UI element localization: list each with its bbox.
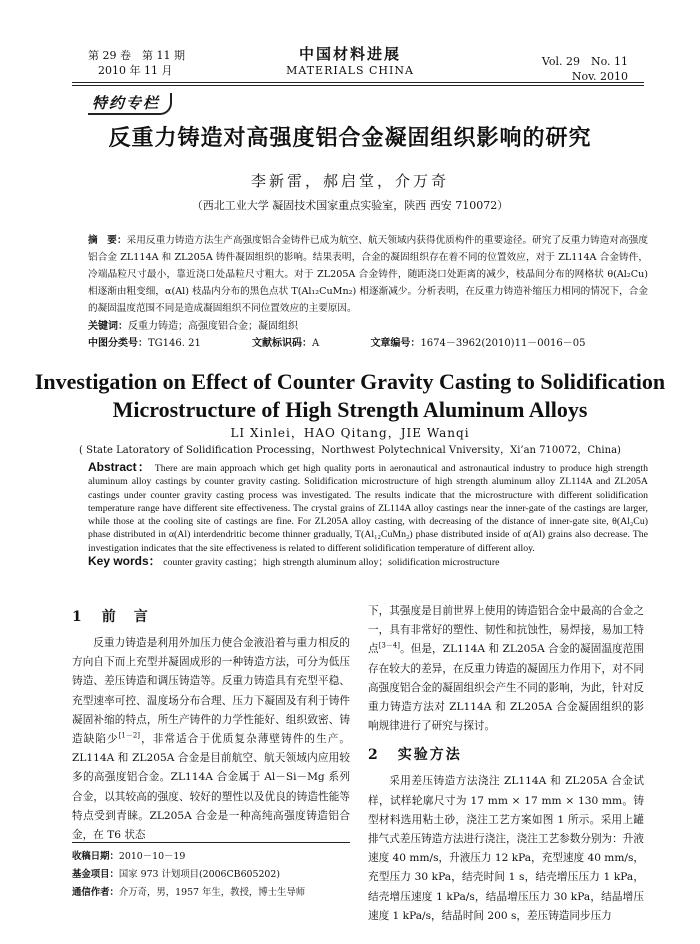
abstract-en-text: There are main approach which get high quality ports in aeronautical and astronautical industry to produce high strength aluminum alloy castings by counter gravity casting. Solidification microstructure of high strength aluminum alloy ZL114A and ZL205A castings under counter gravity casting process was investigated. The results indicate that the microstructure with different solidification temperature range have different site effectiveness. The crystal grains of ZL114A alloy castings near the inner-gate of the castings are larger, while those at the cooling site of castings are fine. For ZL205A alloy casting, with decreasing of the distance of inner-gate site, θ(Al₂Cu) phase distributed in α(Al) interdendritic become thinner gradually, T(Al₁₂CuMn₂) phase distributed inside of α(Al) grains also decrease. The investigation indicates that the site effectiveness is related to different solidification temperature of different alloy. [88,463,648,554]
clc-code: 中图分类号：TG146. 21 [88,338,201,349]
date-cn: 2010 年 11 月 [98,64,173,77]
paper-title-en: Investigation on Effect of Counter Gravity Casting to Solidification Microstructure of High Strength Aluminum Alloys [34,369,666,422]
citation: [3－4] [378,641,401,650]
section-2-heading: 2 实验方法 [368,747,462,764]
keywords-cn-text: 反重力铸造；高强度铝合金；凝固组织 [128,321,298,332]
keywords-en-text: counter gravity casting；high strength aluminum alloy；solidification microstructure [163,557,500,569]
journal-name-en: MATERIALS CHINA [286,64,414,77]
affiliation-en: ( State Latoratory of Solidification Processing，Northwest Polytechnical Vniversity，Xi’an 710072，China) [79,445,621,456]
doc-code: 文献标识码：A [252,338,320,349]
citation: [1－2] [118,731,141,740]
column-tag: 特约专栏 [88,93,172,115]
fund-project: 基金项目：国家 973 计划项目(2006CB605202) [72,869,281,880]
abstract-cn-label: 摘 要： [88,235,127,246]
paper-title-cn: 反重力铸造对高强度铝合金凝固组织影响的研究 [108,125,592,151]
section-2-paragraph: 采用差压铸造方法浇注 ZL114A 和 ZL205A 合金试样，试样轮廓尺寸为 17 mm × 17 mm × 130 mm。铸型材料选用粘土砂，浇注工艺方案如图 1 所示。采用上罐排气式差压铸造方法进行浇注，浇注工艺参数分别为：升液速度 40 mm/s，升液压力 12 kPa，充型速度 40 mm/s，充型压力 30 kPa，结壳时间 1 s，结壳增压压力 1 kPa，结壳增压速度 1 kPa/s，结晶增压压力 30 kPa，结晶增压速度 1 kPa/s，结晶时间 200 s，差压铸造同步压力 [368,775,644,922]
affiliation-cn: （西北工业大学 凝固技术国家重点实验室，陕西 西安 710072） [191,199,509,212]
header-rule [72,82,644,83]
authors-en: LI Xinlei，HAO Qitang，JIE Wanqi [230,426,470,440]
section-1-paragraph: 反重力铸造是利用外加压力使合金液沿着与重力相反的方向自下而上充型并凝固成形的一种铸造方法，可分为低压铸造、差压铸造和调压铸造等。反重力铸造具有充型平稳、充型速率可控、温度场分布合理、压力下凝固及有利于铸件凝固补缩的特点，所生产铸件的力学性能好、组织致密、铸造缺陷少[1－2]，非常适合于优质复杂薄壁铸件的生产。ZL114A 和 ZL205A 合金是目前航空、航天领域内应用较多的高强度铝合金。ZL114A 合金属于 Al－Si－Mg 系列合金，以其较高的强度、较好的塑性以及优良的铸造性能等特点受到青睐。ZL205A 合金是一种高纯高强度铸造铝合金，在 T6 状态 [72,637,351,842]
received-date: 收稿日期：2010－10－19 [72,851,186,862]
footnotes [72,848,352,902]
body-left-column [72,602,350,845]
abstract-en [88,461,648,569]
abstract-cn [88,232,648,317]
section-1-heading: 1 前 言 [72,609,150,625]
body-right-column [368,602,644,926]
authors-cn: 李新雷，郝启堂，介万奇 [250,172,449,190]
article-number: 文章编号：1674－3962(2010)11－0016－05 [370,338,586,349]
journal-volume-en [542,54,628,84]
journal-name-cn: 中国材料进展 [298,45,401,63]
keywords-en-label: Key words： [88,554,161,569]
keywords-cn [88,319,298,335]
abstract-en-label: Abstract： [88,460,152,474]
header-rule-thin [72,85,644,86]
volume-issue-cn: 第 29 卷 第 11 期 [88,49,185,62]
corresponding-author: 通信作者：介万奇，男，1957 年生，教授，博士生导师 [72,887,306,898]
abstract-cn-text: 采用反重力铸造方法生产高强度铝合金铸件已成为航空、航天领域内获得优质构件的重要途径。研究了反重力铸造对高强度铝合金 ZL114A 和 ZL205A 铸件凝固组织的影响。结果表明，合金的凝固组织存在着不同的位置效应，对于 ZL114A 合金铸件，冷端晶粒尺寸最小，靠近浇口处晶粒尺寸粗大。对于 ZL205A 合金铸件，随距浇口处距离的减少，枝晶间分布的网格状 θ(Al₂Cu) 相逐渐由粗变细，α(Al) 枝晶内分布的黑色点状 T(Al₁₂CuMn₂) 相逐渐减少。分析表明，在反重力铸造补缩压力相同的情况下，合金的凝固温度范围不同是造成凝固组织不同位置效应的主要原因。 [88,235,648,314]
keywords-cn-label: 关键词： [88,321,128,332]
classification-line [88,336,634,352]
footnote-rule [72,842,350,843]
section-1-continued: 下，其强度是目前世界上使用的铸造铝合金中最高的合金之一，具有非常好的塑性、韧性和抗蚀性，易焊接，易加工特点[3－4]。但是，ZL114A 和 ZL205A 合金的凝固温度范围存在较大的差异，在反重力铸造的凝固压力作用下，对不同高强度铝合金的凝固组织会产生不同的影响，为此，针对反重力铸造方法对 ZL114A 和 ZL205A 合金凝固组织的影响规律进行了研究与探讨。 [368,605,644,733]
volume-en: Vol. 29 No. 11 [541,55,628,68]
date-en: Nov. 2010 [571,70,628,83]
